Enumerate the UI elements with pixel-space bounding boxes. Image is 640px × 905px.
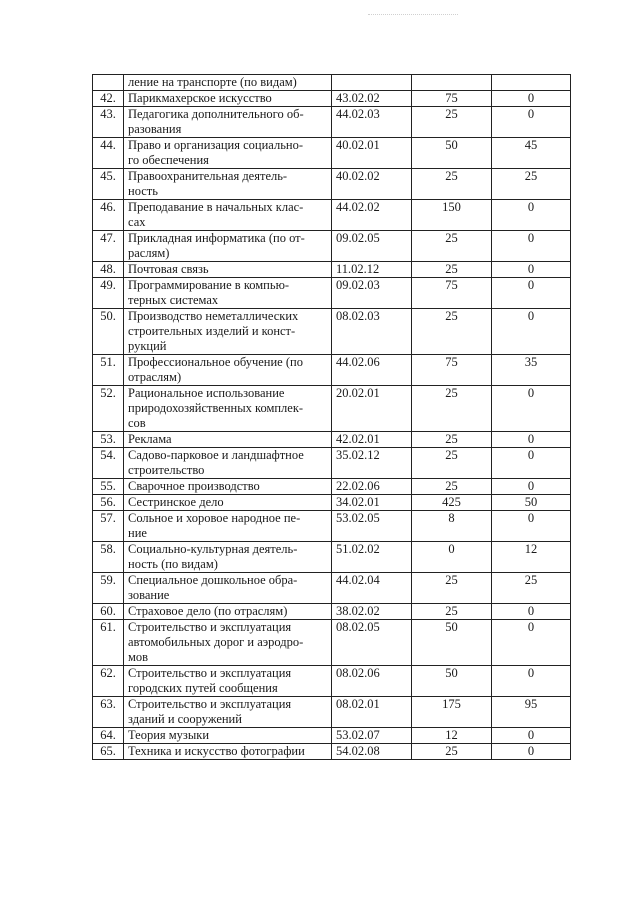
specialty-code-cell xyxy=(332,278,412,309)
specialty-code-cell-text: 54.02.08 xyxy=(336,744,380,758)
quota-2-cell-text: 0 xyxy=(527,620,535,634)
quota-1-cell-text: 8 xyxy=(448,511,455,525)
table-body xyxy=(93,75,571,760)
specialty-code-cell xyxy=(332,604,412,620)
row-number-cell-text: 59. xyxy=(100,573,116,587)
row-number-cell-text: 64. xyxy=(100,728,116,742)
specialty-code-cell-text: 20.02.01 xyxy=(336,386,380,400)
quota-1-cell xyxy=(412,542,492,573)
specialty-code-cell xyxy=(332,107,412,138)
quota-1-cell-text: 25 xyxy=(445,107,458,121)
quota-2-cell xyxy=(492,262,571,278)
table-row xyxy=(93,200,571,231)
quota-2-cell-text: 25 xyxy=(524,169,538,183)
quota-2-cell-text: 0 xyxy=(527,262,535,276)
table-row xyxy=(93,138,571,169)
specialty-code-cell-text: 38.02.02 xyxy=(336,604,380,618)
quota-1-cell-text: 25 xyxy=(445,309,458,323)
specialty-name-cell xyxy=(124,231,332,262)
table-row xyxy=(93,309,571,355)
specialty-name-cell: ление на транспорте (по видам) xyxy=(124,75,332,91)
quota-2-cell xyxy=(492,697,571,728)
specialty-code-cell xyxy=(332,511,412,542)
table-row xyxy=(93,666,571,697)
quota-2-cell xyxy=(492,432,571,448)
quota-1-cell xyxy=(412,309,492,355)
specialty-code-cell xyxy=(332,479,412,495)
specialty-name-cell xyxy=(124,107,332,138)
quota-2-cell-text: 0 xyxy=(527,91,535,105)
quota-2-cell xyxy=(492,107,571,138)
specialty-code-cell-text: 34.02.01 xyxy=(336,495,380,509)
specialty-code-cell-text: 42.02.01 xyxy=(336,432,380,446)
quota-2-cell-text: 35 xyxy=(524,355,538,369)
row-number-cell xyxy=(93,262,124,278)
quota-2-cell xyxy=(492,386,571,432)
row-number-cell xyxy=(93,511,124,542)
row-number-cell xyxy=(93,573,124,604)
quota-1-cell-text: 50 xyxy=(445,666,458,680)
row-number-cell xyxy=(93,169,124,200)
specialty-code-cell xyxy=(332,697,412,728)
specialty-name-cell xyxy=(124,169,332,200)
specialty-code-cell xyxy=(332,573,412,604)
quota-2-cell xyxy=(492,728,571,744)
quota-2-cell-text: 0 xyxy=(527,107,535,121)
quota-2-cell xyxy=(492,355,571,386)
row-number-cell xyxy=(93,200,124,231)
specialty-name-cell-text: Социально-культурная деятель- ность (по видам) xyxy=(128,542,298,571)
quota-1-cell-text: 25 xyxy=(445,744,458,758)
row-number-cell xyxy=(93,278,124,309)
specialty-code-cell-text: 08.02.03 xyxy=(336,309,380,323)
table-row xyxy=(93,432,571,448)
quota-2-cell xyxy=(492,138,571,169)
quota-2-cell xyxy=(492,231,571,262)
table-row xyxy=(93,355,571,386)
table-row xyxy=(93,448,571,479)
row-number-cell xyxy=(93,107,124,138)
specialty-name-cell-text: Преподавание в начальных клас- сах xyxy=(128,200,304,229)
quota-1-cell-text: 25 xyxy=(445,479,458,493)
specialty-name-cell-text: Реклама xyxy=(128,432,172,446)
specialty-code-cell xyxy=(332,495,412,511)
specialty-name-cell-text: Профессиональное обучение (по отраслям) xyxy=(128,355,303,384)
specialty-name-cell xyxy=(124,386,332,432)
row-number-cell xyxy=(93,448,124,479)
table-row xyxy=(93,495,571,511)
specialty-code-cell xyxy=(332,448,412,479)
quota-1-cell xyxy=(412,620,492,666)
specialty-name-cell-text: Техника и искусство фотографии xyxy=(128,744,305,758)
quota-1-cell-text: 25 xyxy=(445,432,458,446)
quota-1-cell xyxy=(412,666,492,697)
specialty-name-cell-text: Сольное и хоровое народное пе- ние xyxy=(128,511,301,540)
specialty-code-cell-text: 11.02.12 xyxy=(336,262,380,276)
specialty-code-cell-text: 53.02.07 xyxy=(336,728,380,742)
specialty-code-cell xyxy=(332,169,412,200)
specialty-code-cell xyxy=(332,542,412,573)
specialty-name-cell-text: Сестринское дело xyxy=(128,495,224,509)
quota-1-cell-text: 425 xyxy=(442,495,461,509)
specialty-name-cell-text: Строительство и эксплуатация автомобильных дорог и аэродро- мов xyxy=(128,620,304,664)
row-number-cell-text: 51. xyxy=(100,355,116,369)
specialty-name-cell xyxy=(124,262,332,278)
specialty-name-cell-text: Строительство и эксплуатация зданий и сооружений xyxy=(128,697,292,726)
row-number-cell-text: 52. xyxy=(100,386,116,400)
quota-2-cell xyxy=(492,495,571,511)
table-row xyxy=(93,91,571,107)
row-number-cell-text: 63. xyxy=(100,697,116,711)
specialty-name-cell-text: Программирование в компью- терных системах xyxy=(128,278,290,307)
quota-1-cell xyxy=(412,107,492,138)
quota-2-cell xyxy=(492,75,571,91)
specialty-code-cell-text: 08.02.01 xyxy=(336,697,380,711)
quota-1-cell xyxy=(412,75,492,91)
specialty-name-cell-text: Правоохранительная деятель- ность xyxy=(128,169,288,198)
quota-1-cell-text: 25 xyxy=(445,386,458,400)
specialty-name-cell xyxy=(124,697,332,728)
specialty-name-cell xyxy=(124,728,332,744)
quota-1-cell xyxy=(412,728,492,744)
specialty-code-cell-text: 44.02.06 xyxy=(336,355,380,369)
row-number-cell xyxy=(93,75,124,91)
quota-1-cell xyxy=(412,91,492,107)
row-number-cell-text: 49. xyxy=(100,278,116,292)
specialty-code-cell xyxy=(332,744,412,760)
quota-1-cell xyxy=(412,479,492,495)
row-number-cell xyxy=(93,231,124,262)
specialty-name-cell xyxy=(124,495,332,511)
table-row xyxy=(93,278,571,309)
specialty-name-cell xyxy=(124,309,332,355)
specialty-code-cell-text: 08.02.05 xyxy=(336,620,380,634)
quota-1-cell xyxy=(412,604,492,620)
specialty-name-cell xyxy=(124,432,332,448)
quota-2-cell xyxy=(492,542,571,573)
table-row xyxy=(93,262,571,278)
quota-2-cell xyxy=(492,744,571,760)
quota-2-cell-text: 0 xyxy=(527,511,535,525)
row-number-cell-text: 43. xyxy=(100,107,116,121)
specialty-name-cell-text: Право и организация социально- го обеспечения xyxy=(128,138,303,167)
quota-2-cell xyxy=(492,620,571,666)
row-number-cell-text: 58. xyxy=(100,542,116,556)
quota-2-cell xyxy=(492,448,571,479)
table-row xyxy=(93,573,571,604)
specialty-code-cell-text: 09.02.03 xyxy=(336,278,380,292)
quota-1-cell xyxy=(412,697,492,728)
specialty-code-cell xyxy=(332,386,412,432)
specialty-code-cell-text: 40.02.01 xyxy=(336,138,380,152)
row-number-cell-text: 53. xyxy=(100,432,116,446)
quota-1-cell-text: 25 xyxy=(445,448,458,462)
scan-artifact xyxy=(368,14,458,19)
row-number-cell xyxy=(93,728,124,744)
row-number-cell-text: 62. xyxy=(100,666,116,680)
quota-1-cell-text: 50 xyxy=(445,138,458,152)
specialty-code-cell xyxy=(332,200,412,231)
row-number-cell-text: 50. xyxy=(100,309,116,323)
row-number-cell-text: 47. xyxy=(100,231,116,245)
specialty-name-cell-text: Педагогика дополнительного об- разования xyxy=(128,107,304,136)
row-number-cell xyxy=(93,309,124,355)
quota-2-cell-text: 0 xyxy=(527,309,535,323)
row-number-cell xyxy=(93,138,124,169)
specialty-name-cell xyxy=(124,744,332,760)
row-number-cell-text: 45. xyxy=(100,169,116,183)
specialty-code-cell-text: 40.02.02 xyxy=(336,169,380,183)
quota-1-cell-text: 25 xyxy=(445,262,458,276)
quota-2-cell-text: 0 xyxy=(527,666,535,680)
specialty-code-cell-text: 09.02.05 xyxy=(336,231,380,245)
row-number-cell xyxy=(93,386,124,432)
quota-1-cell xyxy=(412,432,492,448)
specialty-code-cell-text: 53.02.05 xyxy=(336,511,380,525)
specialty-name-cell-text: Садово-парковое и ландшафтное строительство xyxy=(128,448,304,477)
quota-1-cell-text: 75 xyxy=(445,278,458,292)
specialty-name-cell xyxy=(124,278,332,309)
table-row xyxy=(93,620,571,666)
specialty-name-cell-text: Производство неметаллических строительных изделий и конст- рукций xyxy=(128,309,299,353)
specialty-code-cell xyxy=(332,75,412,91)
table-row xyxy=(93,107,571,138)
quota-2-cell-text: 0 xyxy=(527,386,535,400)
specialty-name-cell xyxy=(124,448,332,479)
row-number-cell-text: 56. xyxy=(100,495,116,509)
quota-2-cell xyxy=(492,309,571,355)
specialty-code-cell xyxy=(332,666,412,697)
quota-1-cell xyxy=(412,200,492,231)
quota-1-cell-text: 25 xyxy=(445,231,458,245)
specialty-name-cell-text: Парикмахерское искусство xyxy=(128,91,272,105)
row-number-cell xyxy=(93,432,124,448)
quota-1-cell xyxy=(412,231,492,262)
row-number-cell-text: 65. xyxy=(100,744,116,758)
quota-1-cell-text: 25 xyxy=(445,573,458,587)
row-number-cell xyxy=(93,666,124,697)
specialty-code-cell-text: 43.02.02 xyxy=(336,91,380,105)
row-number-cell-text: 46. xyxy=(100,200,116,214)
specialty-name-cell xyxy=(124,542,332,573)
specialty-name-cell-text: Теория музыки xyxy=(128,728,210,742)
specialty-name-cell-text: Рациональное использование природохозяйственных комплек- сов xyxy=(128,386,304,430)
specialty-name-cell-text: Почтовая связь xyxy=(128,262,209,276)
specialty-code-cell xyxy=(332,309,412,355)
row-number-cell xyxy=(93,495,124,511)
quota-1-cell xyxy=(412,278,492,309)
quota-1-cell-text: 25 xyxy=(445,169,458,183)
specialty-name-cell xyxy=(124,200,332,231)
row-number-cell-text: 61. xyxy=(100,620,116,634)
quota-1-cell-text: 150 xyxy=(442,200,461,214)
table-row xyxy=(93,479,571,495)
quota-2-cell-text: 0 xyxy=(527,278,535,292)
specialty-code-cell-text: 22.02.06 xyxy=(336,479,380,493)
quota-1-cell xyxy=(412,495,492,511)
quota-2-cell-text: 0 xyxy=(527,432,535,446)
specialty-code-cell-text: 44.02.04 xyxy=(336,573,380,587)
table-row xyxy=(93,697,571,728)
specialty-name-cell xyxy=(124,511,332,542)
specialty-name-cell xyxy=(124,355,332,386)
quota-2-cell-text: 0 xyxy=(527,448,535,462)
specialty-name-cell-text: Специальное дошкольное обра- зование xyxy=(128,573,298,602)
row-number-cell xyxy=(93,355,124,386)
quota-2-cell-text: 50 xyxy=(524,495,538,509)
quota-2-cell-text: 0 xyxy=(527,604,535,618)
row-number-cell xyxy=(93,697,124,728)
table-row xyxy=(93,386,571,432)
quota-2-cell xyxy=(492,91,571,107)
quota-2-cell-text: 0 xyxy=(527,200,535,214)
quota-1-cell-text: 50 xyxy=(445,620,458,634)
row-number-cell xyxy=(93,744,124,760)
quota-1-cell xyxy=(412,355,492,386)
quota-1-cell xyxy=(412,262,492,278)
specialty-code-cell xyxy=(332,432,412,448)
quota-2-cell-text: 0 xyxy=(527,231,535,245)
quota-2-cell-text: 0 xyxy=(527,744,535,758)
quota-1-cell xyxy=(412,169,492,200)
quota-2-cell xyxy=(492,666,571,697)
specialty-code-cell xyxy=(332,355,412,386)
row-number-cell xyxy=(93,542,124,573)
quota-1-cell xyxy=(412,573,492,604)
row-number-cell-text: 60. xyxy=(100,604,116,618)
row-number-cell xyxy=(93,604,124,620)
specialty-code-cell-text: 51.02.02 xyxy=(336,542,380,556)
quota-2-cell-text: 25 xyxy=(524,573,538,587)
quota-2-cell xyxy=(492,200,571,231)
row-number-cell-text: 48. xyxy=(100,262,116,276)
quota-2-cell xyxy=(492,479,571,495)
specialty-name-cell-text: Страховое дело (по отраслям) xyxy=(128,604,288,618)
specialty-name-cell-text: Сварочное производство xyxy=(128,479,260,493)
quota-2-cell-text: 12 xyxy=(524,542,538,556)
specialty-name-cell-text: Строительство и эксплуатация городских путей сообщения xyxy=(128,666,292,695)
quota-1-cell-text: 12 xyxy=(445,728,458,742)
quota-2-cell xyxy=(492,573,571,604)
specialty-name-cell xyxy=(124,91,332,107)
quota-1-cell xyxy=(412,386,492,432)
specialty-name-cell xyxy=(124,138,332,169)
row-number-cell-text: 55. xyxy=(100,479,116,493)
specialty-name-cell xyxy=(124,573,332,604)
specialty-name-cell-text: Прикладная информатика (по от- раслям) xyxy=(128,231,305,260)
quota-2-cell-text: 45 xyxy=(524,138,538,152)
specialty-code-cell xyxy=(332,728,412,744)
row-number-cell-text: 44. xyxy=(100,138,116,152)
specialty-code-cell xyxy=(332,91,412,107)
specialty-name-cell xyxy=(124,666,332,697)
table-row xyxy=(93,744,571,760)
quota-2-cell xyxy=(492,604,571,620)
quota-1-cell-text: 0 xyxy=(448,542,455,556)
table-row xyxy=(93,542,571,573)
quota-1-cell xyxy=(412,744,492,760)
table-row xyxy=(93,169,571,200)
quota-2-cell-text: 0 xyxy=(527,728,535,742)
quota-1-cell xyxy=(412,448,492,479)
specialty-code-cell-text: 08.02.06 xyxy=(336,666,380,680)
quota-2-cell-text: 95 xyxy=(524,697,538,711)
table-row xyxy=(93,511,571,542)
specialty-code-cell xyxy=(332,231,412,262)
specialty-name-cell xyxy=(124,620,332,666)
row-number-cell-text: 57. xyxy=(100,511,116,525)
table-row xyxy=(93,728,571,744)
quota-1-cell-text: 75 xyxy=(445,91,458,105)
row-number-cell xyxy=(93,620,124,666)
quota-1-cell-text: 25 xyxy=(445,604,458,618)
specialty-code-cell-text: 44.02.03 xyxy=(336,107,380,121)
quota-1-cell xyxy=(412,138,492,169)
specialty-name-cell xyxy=(124,604,332,620)
quota-2-cell xyxy=(492,169,571,200)
quota-1-cell xyxy=(412,511,492,542)
specialty-code-cell xyxy=(332,262,412,278)
row-number-cell-text: 54. xyxy=(100,448,116,462)
specialty-code-cell-text: 35.02.12 xyxy=(336,448,380,462)
table-row xyxy=(93,604,571,620)
row-number-cell xyxy=(93,91,124,107)
specialty-code-cell xyxy=(332,138,412,169)
specialties-table xyxy=(92,74,571,760)
table-row xyxy=(93,231,571,262)
table-row-continuation xyxy=(93,75,571,91)
row-number-cell-text: 42. xyxy=(100,91,116,105)
quota-2-cell-text: 0 xyxy=(527,479,535,493)
specialty-code-cell-text: 44.02.02 xyxy=(336,200,380,214)
quota-2-cell xyxy=(492,278,571,309)
quota-1-cell-text: 75 xyxy=(445,355,458,369)
quota-1-cell-text: 175 xyxy=(442,697,461,711)
specialty-code-cell xyxy=(332,620,412,666)
quota-2-cell xyxy=(492,511,571,542)
row-number-cell xyxy=(93,479,124,495)
specialty-name-cell xyxy=(124,479,332,495)
